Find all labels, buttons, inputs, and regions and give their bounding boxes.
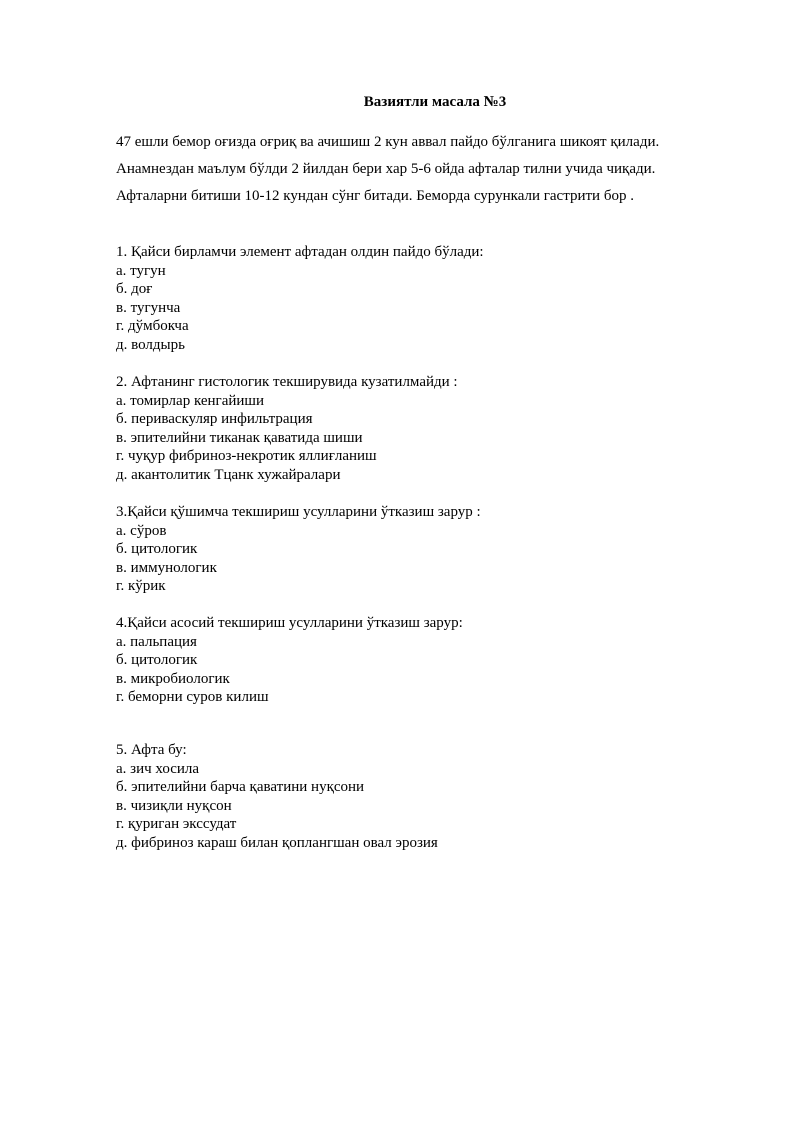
answer-option: а. пальпация bbox=[116, 633, 197, 650]
answer-option: в. микробиологик bbox=[116, 670, 230, 687]
answer-option: д. фибриноз караш билан қоплангшан овал эрозия bbox=[116, 834, 438, 851]
case-description bbox=[116, 131, 736, 212]
case-line: Афталарни битиши 10-12 кундан сўнг битади. Беморда сурункали гастрити бор . bbox=[116, 188, 634, 204]
question-5 bbox=[116, 741, 736, 853]
question-text: 4.Қайси асосий текшириш усулларини ўтказиш зарур: bbox=[116, 615, 463, 631]
answer-option: б. цитологик bbox=[116, 541, 198, 558]
answer-option: а. тугун bbox=[116, 262, 166, 279]
answer-option: д. акантолитик Тцанк хужайралари bbox=[116, 466, 341, 483]
case-line: Анамнездан маълум бўлди 2 йилдан бери хар 5-6 ойда афталар тилни учида чиқади. bbox=[116, 161, 656, 177]
answer-option: а. сўров bbox=[116, 522, 167, 539]
answer-option: б. периваскуляр инфильтрация bbox=[116, 411, 313, 428]
question-text: 1. Қайси бирламчи элемент афтадан олдин пайдо бўлади: bbox=[116, 244, 484, 260]
answer-option: г. кўрик bbox=[116, 578, 166, 595]
answer-option: в. тугунча bbox=[116, 299, 181, 316]
answer-option: г. беморни суров килиш bbox=[116, 689, 269, 706]
answer-option: б. цитологик bbox=[116, 652, 198, 669]
answer-option: г. чуқур фибриноз-некротик яллиғланиш bbox=[116, 448, 377, 465]
question-4 bbox=[116, 614, 736, 707]
answer-option: б. доғ bbox=[116, 281, 153, 298]
answer-option: в. чизиқли нуқсон bbox=[116, 797, 232, 814]
answer-option: а. зич хосила bbox=[116, 760, 200, 777]
question-3 bbox=[116, 503, 736, 596]
case-line: 47 ешли бемор оғизда оғриқ ва ачишиш 2 кун аввал пайдо бўлганига шикоят қилади. bbox=[116, 134, 660, 150]
answer-option: в. эпителийни тиканак қаватида шиши bbox=[116, 429, 363, 446]
answer-option: а. томирлар кенгайиши bbox=[116, 392, 264, 409]
question-2 bbox=[116, 373, 736, 485]
answer-option: в. иммунологик bbox=[116, 559, 217, 576]
question-text: 3.Қайси қўшимча текшириш усулларини ўтказиш зарур : bbox=[116, 504, 481, 520]
answer-option: д. волдырь bbox=[116, 336, 185, 353]
question-text: 5. Афта бу: bbox=[116, 742, 187, 758]
answer-option: г. қуриган экссудат bbox=[116, 816, 237, 833]
answer-option: г. дўмбокча bbox=[116, 318, 189, 335]
answer-option: б. эпителийни барча қаватини нуқсони bbox=[116, 779, 365, 796]
question-1 bbox=[116, 243, 736, 355]
question-text: 2. Афтанинг гистологик текширувида кузатилмайди : bbox=[116, 374, 458, 390]
page-title: Вазиятли масала №3 bbox=[363, 94, 507, 110]
